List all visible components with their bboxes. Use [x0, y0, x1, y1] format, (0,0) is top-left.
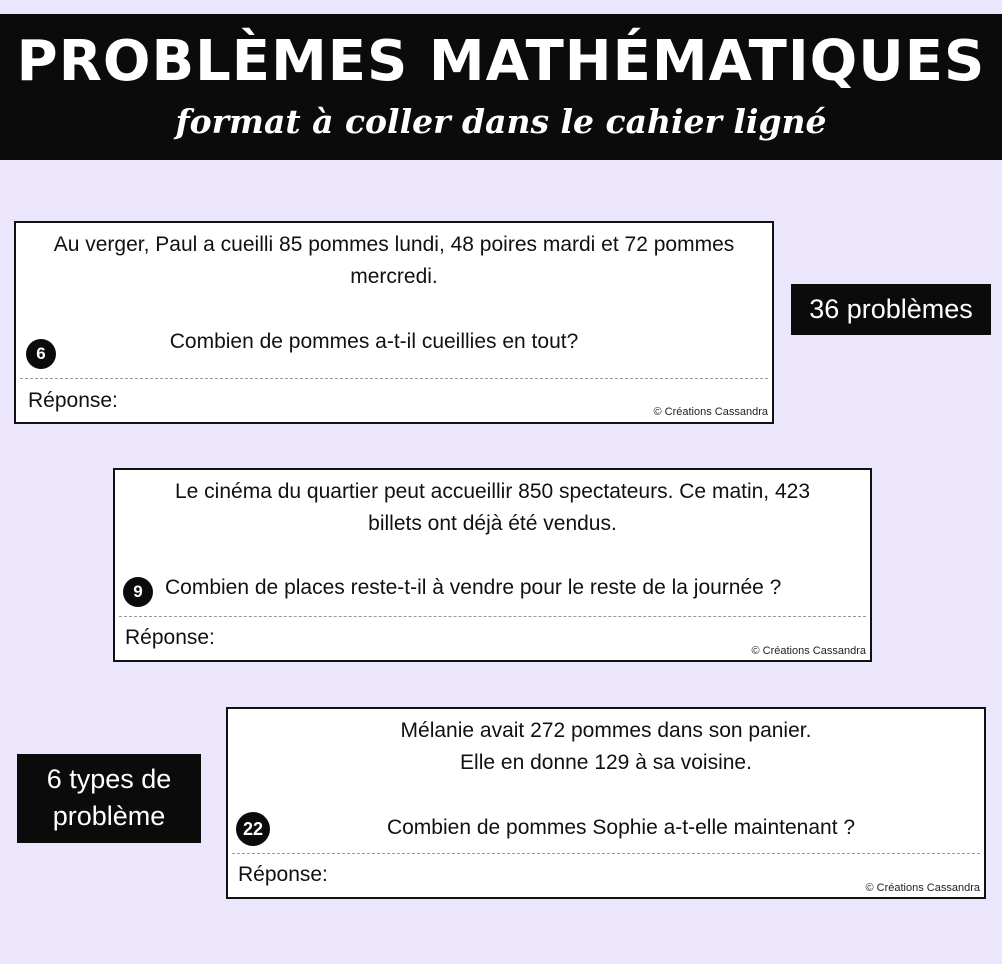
problem-text-line-2: mercredi. [350, 265, 438, 288]
problem-text-line-2: billets ont déjà été vendus. [368, 512, 617, 535]
copyright-credit: © Créations Cassandra [865, 882, 980, 894]
answer-divider [232, 853, 980, 854]
problem-types-line-1: 6 types de [46, 764, 172, 794]
problem-question: Combien de pommes a-t-il cueillies en tout? [169, 330, 579, 353]
problem-card-9 [113, 468, 872, 662]
problem-count-text: 36 problèmes [809, 294, 973, 324]
problem-number-badge: 9 [123, 577, 153, 607]
problem-text-line-1: Le cinéma du quartier peut accueillir 850 spectateurs. Ce matin, 423 [174, 480, 811, 503]
problem-card-22 [226, 707, 986, 899]
answer-divider [119, 616, 866, 617]
copyright-credit: © Créations Cassandra [653, 406, 768, 418]
problem-text-line-1: Mélanie avait 272 pommes dans son panier. [400, 719, 812, 742]
problem-question: Combien de places reste-t-il à vendre pour le reste de la journée ? [165, 576, 782, 599]
page-subtitle: format à coller dans le cahier ligné [175, 102, 827, 141]
problem-text-line-1: Au verger, Paul a cueilli 85 pommes lundi, 48 poires mardi et 72 pommes [53, 233, 735, 256]
response-label: Réponse: [125, 626, 215, 649]
header-banner [0, 14, 1002, 160]
problem-number-badge: 6 [26, 339, 56, 369]
page-title: PROBLÈMES MATHÉMATIQUES [16, 29, 986, 94]
problem-text-line-2: Elle en donne 129 à sa voisine. [460, 751, 752, 774]
problem-question: Combien de pommes Sophie a-t-elle maintenant ? [386, 816, 856, 839]
copyright-credit: © Créations Cassandra [751, 645, 866, 657]
problem-card-6 [14, 221, 774, 424]
response-label: Réponse: [238, 863, 328, 886]
answer-divider [20, 378, 768, 379]
problem-count-label [791, 284, 991, 335]
problem-number-badge: 22 [236, 812, 270, 846]
problem-types-line-2: problème [52, 801, 166, 831]
response-label: Réponse: [28, 389, 118, 412]
problem-types-label [17, 754, 201, 843]
